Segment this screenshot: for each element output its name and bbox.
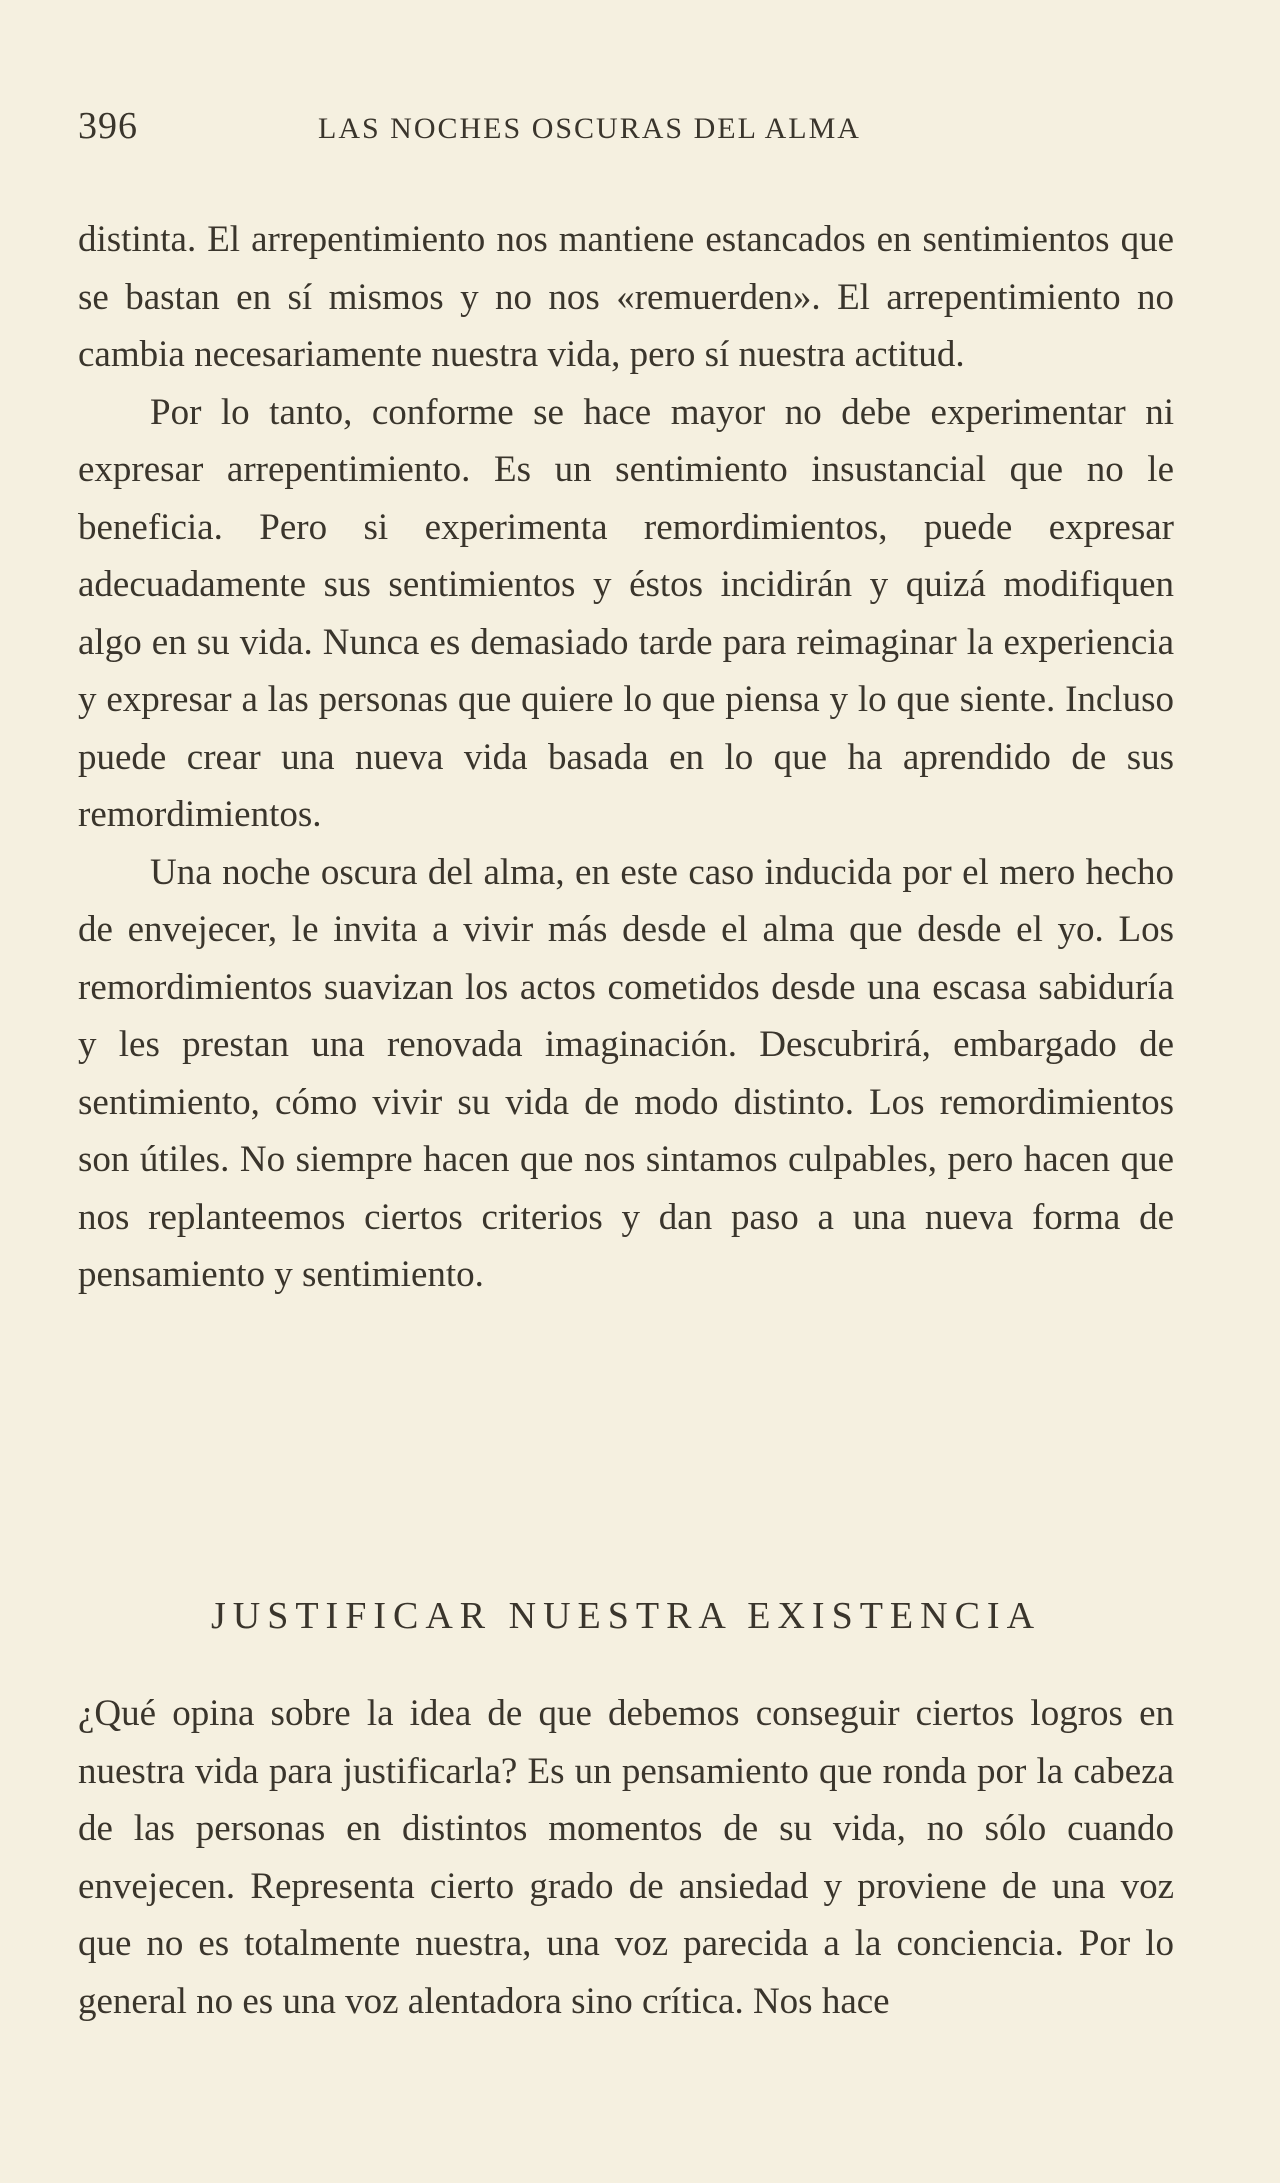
section-paragraph: ¿Qué opina sobre la idea de que debemos conseguir ciertos logros en nuestra vida para justificarla? Es un pensamiento que ronda por la cabeza de las personas en distintos momentos de su vida, no sólo cuando envejecen. Representa cierto grado de ansiedad y proviene de una voz que no es totalmente nuestra, una voz parecida a la conciencia. Por lo general no es una voz alentadora sino crítica. Nos hace: [78, 1693, 1174, 2022]
section-body-text: [78, 1685, 1174, 2030]
paragraph: Una noche oscura del alma, en este caso inducida por el mero hecho de envejecer, le invita a vivir más desde el alma que desde el yo. Los remordimientos suavizan los actos cometidos desde una escasa sabiduría y les prestan una renovada imaginación. Descubrirá, embargado de sentimiento, cómo vivir su vida de modo distinto. Los remordimientos son útiles. No siempre hacen que nos sintamos culpables, pero hacen que nos replanteemos ciertos criterios y dan paso a una nueva forma de pensamiento y sentimiento.: [78, 851, 1174, 1295]
paragraph: Por lo tanto, conforme se hace mayor no debe experimentar ni expresar arrepentimiento. Es un sentimiento insustancial que no le beneficia. Pero si experimenta remordimientos, puede expresar adecuadamente sus sentimientos y éstos incidirán y quizá modifiquen algo en su vida. Nunca es demasiado tarde para reimaginar la experiencia y expresar a las personas que quiere lo que piensa y lo que siente. Incluso puede crear una nueva vida basada en lo que ha aprendido de sus remordimientos.: [78, 391, 1174, 835]
body-text: [78, 211, 1174, 1304]
running-title: LAS NOCHES OSCURAS DEL ALMA: [318, 112, 861, 145]
section-heading: JUSTIFICAR NUESTRA EXISTENCIA: [210, 1595, 1042, 1637]
running-head: [78, 104, 1188, 148]
paragraph-continuation: distinta. El arrepentimiento nos mantiene estancados en sentimientos que se bastan en sí mismos y no nos «remuerden». El arrepentimiento no cambia necesariamente nuestra vida, pero sí nuestra actitud.: [78, 219, 1174, 375]
page-number: 396: [78, 105, 138, 147]
